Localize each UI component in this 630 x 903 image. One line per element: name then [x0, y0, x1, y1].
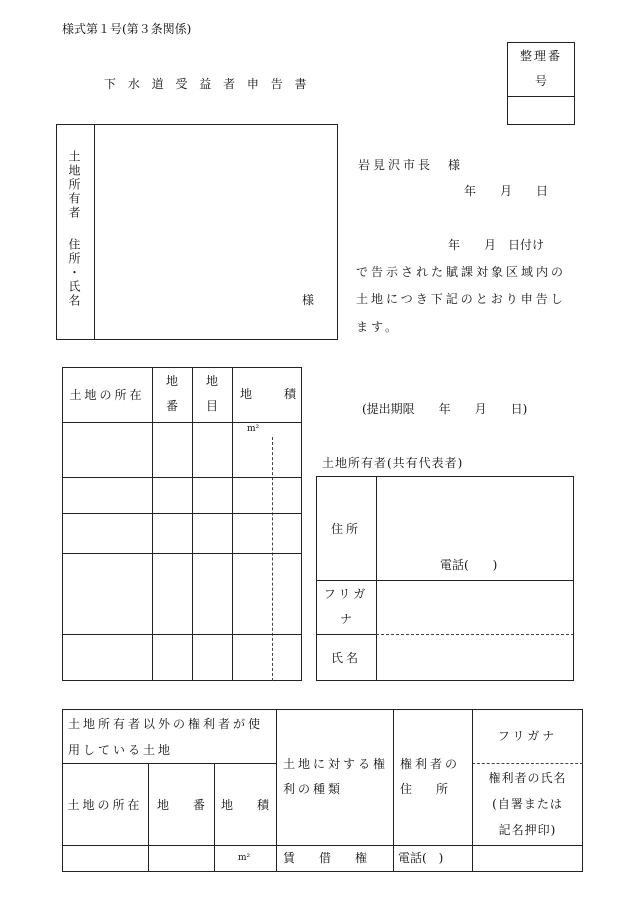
notice-line-4: ます。 — [356, 320, 401, 334]
submission-date: 年 月 日 — [464, 184, 549, 198]
rep-name-label: 氏名 — [330, 651, 361, 665]
rep-owner-heading: 土地所有者(共有代表者) — [322, 456, 464, 470]
rights-col-addr-1: 権利者の — [400, 757, 461, 771]
reference-number-field[interactable] — [508, 97, 574, 124]
rep-name-field[interactable] — [377, 635, 573, 680]
rep-furigana-label-2: ナ — [339, 612, 352, 626]
land-col-area-1: 地 — [240, 387, 253, 401]
land-row-1-location[interactable] — [63, 423, 152, 477]
owner-vertical-label-top: 土地所有者 — [67, 150, 81, 220]
rights-header-used-2: 用している土地 — [68, 743, 174, 757]
rights-area-unit: m² — [238, 853, 251, 863]
rights-col-furigana: フリガナ — [497, 729, 558, 743]
land-col-area-2: 積 — [284, 387, 297, 401]
land-row-2-location[interactable] — [63, 478, 152, 513]
rights-holder-phone: 電話( ) — [398, 851, 444, 865]
land-col-chiban-2: 番 — [165, 399, 178, 413]
rep-furigana-label-1: フリガ — [323, 587, 369, 601]
land-area-unit: m² — [247, 424, 260, 434]
land-col-chiban-1: 地 — [165, 374, 178, 388]
rep-address-label: 住所 — [330, 521, 361, 536]
notice-line-3: 土地につき下記のとおり申告し — [356, 292, 566, 306]
rights-col-type-2: 利の種類 — [283, 782, 344, 796]
rights-holder-name-field[interactable] — [473, 846, 582, 871]
owner-address-name-field[interactable] — [96, 126, 336, 338]
land-row-3-location[interactable] — [63, 514, 152, 553]
rights-type-value: 賃 借 権 — [283, 851, 368, 865]
rights-location-field[interactable] — [63, 846, 148, 871]
addressee: 岩見沢市長 様 — [358, 158, 464, 172]
reference-number-label-1: 整理番 — [519, 49, 562, 63]
submission-deadline: (提出期限 年 月 日) — [362, 402, 528, 416]
land-row-4-location[interactable] — [63, 554, 152, 634]
owner-vertical-label-bottom: 住所・氏名 — [67, 238, 81, 308]
rights-col-name-3: 記名押印) — [498, 823, 557, 837]
owner-sama: 様 — [302, 293, 315, 307]
land-col-chimoku-2: 目 — [205, 399, 218, 413]
rep-furigana-field[interactable] — [377, 581, 573, 633]
notice-line-2: で告示された賦課対象区域内の — [356, 265, 567, 279]
land-row-5-location[interactable] — [63, 635, 152, 680]
land-col-location: 土地の所在 — [69, 388, 145, 402]
rights-header-used-1: 土地所有者以外の権利者が使 — [68, 717, 264, 731]
rights-chiban-field[interactable] — [149, 846, 214, 871]
form-title: 下 水 道 受 益 者 申 告 書 — [104, 77, 311, 91]
rep-address-field[interactable] — [377, 477, 573, 553]
rights-col-chiban: 地 番 — [156, 797, 205, 812]
rep-phone: 電話( ) — [440, 558, 498, 572]
rights-col-location: 土地の所在 — [67, 797, 143, 812]
land-col-chimoku-1: 地 — [205, 374, 218, 388]
rights-col-name-1: 権利者の氏名 — [488, 771, 567, 785]
rights-col-area: 地 積 — [220, 797, 269, 812]
rights-col-addr-2: 住 所 — [400, 782, 449, 796]
reference-number-label-2: 号 — [534, 74, 547, 88]
rights-col-name-2: (自署または — [492, 797, 563, 811]
rights-col-type-1: 土地に対する権 — [283, 757, 389, 771]
notice-line-1: 年 月 日付け — [448, 238, 545, 252]
form-number-label: 様式第１号(第３条関係) — [62, 22, 192, 36]
